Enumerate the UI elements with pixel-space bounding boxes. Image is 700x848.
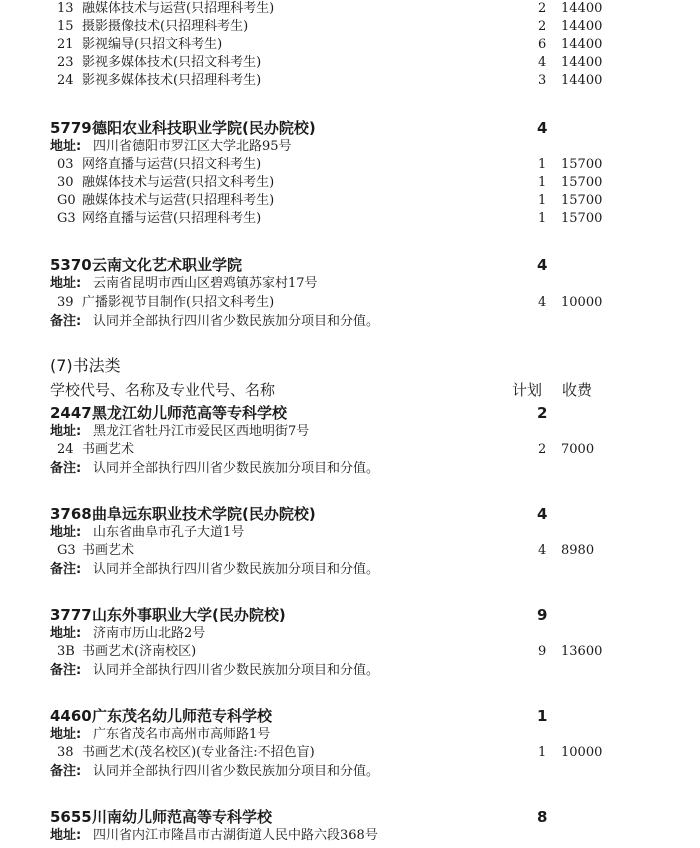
major-code: 23: [57, 55, 74, 70]
school-note: [0, 662, 700, 680]
major-code: 30: [57, 175, 74, 190]
school-note: [0, 460, 700, 478]
school-code: 3768: [50, 505, 92, 523]
major-plan: 2: [538, 1, 547, 16]
note-label: 备注:: [50, 764, 82, 779]
major-fee: 15700: [561, 175, 603, 190]
major-code: 3B: [57, 644, 75, 659]
school-name: 山东外事职业大学(民办院校): [92, 606, 286, 624]
major-row: [0, 156, 700, 174]
address-label: 地址:: [50, 139, 82, 154]
major-name: 影视编导(只招文科考生): [82, 37, 223, 52]
major-plan: 3: [538, 73, 547, 88]
major-plan: 1: [538, 157, 547, 172]
major-code: 03: [57, 157, 74, 172]
note-text: 认同并全部执行四川省少数民族加分项目和分值。: [93, 461, 380, 476]
category-title: (7)书法类: [50, 356, 121, 375]
major-fee: 14400: [561, 55, 603, 70]
major-row: [0, 441, 700, 459]
major-row: [0, 294, 700, 312]
school-header: [0, 256, 700, 274]
school-note: [0, 313, 700, 331]
address-label: 地址:: [50, 828, 82, 843]
major-name: 影视多媒体技术(只招理科考生): [82, 73, 262, 88]
major-plan: 4: [538, 543, 547, 558]
school-name: 德阳农业科技职业学院(民办院校): [92, 119, 316, 137]
major-code: 38: [57, 745, 74, 760]
major-plan: 1: [538, 193, 547, 208]
school-code: 2447: [50, 404, 92, 422]
note-label: 备注:: [50, 663, 82, 678]
school-header: [0, 606, 700, 624]
major-code: 13: [57, 1, 74, 16]
major-code: G0: [57, 193, 76, 208]
major-name: 融媒体技术与运营(只招理科考生): [82, 193, 275, 208]
address-label: 地址:: [50, 525, 82, 540]
address-text: 黑龙江省牡丹江市爱民区西地明街7号: [93, 424, 310, 439]
major-fee: 14400: [561, 1, 603, 16]
note-label: 备注:: [50, 562, 82, 577]
note-text: 认同并全部执行四川省少数民族加分项目和分值。: [93, 663, 380, 678]
major-fee: 15700: [561, 157, 603, 172]
school-code: 5370: [50, 256, 92, 274]
address-text: 山东省曲阜市孔子大道1号: [93, 525, 245, 540]
address-text: 四川省内江市隆昌市古湖街道人民中路六段368号: [93, 828, 378, 843]
major-row: [0, 174, 700, 192]
major-plan: 1: [538, 175, 547, 190]
header-fee: 收费: [562, 381, 593, 399]
major-fee: 10000: [561, 295, 603, 310]
school-note: [0, 561, 700, 579]
school-address: [0, 423, 700, 441]
school-name: 川南幼儿师范高等专科学校: [92, 808, 273, 826]
note-label: 备注:: [50, 314, 82, 329]
major-plan: 9: [538, 644, 547, 659]
school-code: 5779: [50, 119, 92, 137]
major-plan: 2: [538, 19, 547, 34]
table-header: [0, 381, 700, 399]
major-plan: 6: [538, 37, 547, 52]
school-plan: 4: [537, 505, 548, 523]
address-label: 地址:: [50, 626, 82, 641]
school-plan: 4: [537, 256, 548, 274]
major-plan: 1: [538, 745, 547, 760]
major-row: [0, 192, 700, 210]
address-label: 地址:: [50, 276, 82, 291]
school-code: 4460: [50, 707, 92, 725]
school-header: [0, 119, 700, 137]
note-label: 备注:: [50, 461, 82, 476]
major-name: 影视多媒体技术(只招文科考生): [82, 55, 262, 70]
school-name: 广东茂名幼儿师范专科学校: [92, 707, 273, 725]
major-row: [0, 0, 700, 18]
address-text: 广东省茂名市高州市高师路1号: [93, 727, 271, 742]
major-row: [0, 542, 700, 560]
major-code: G3: [57, 543, 76, 558]
school-address: [0, 726, 700, 744]
school-note: [0, 763, 700, 781]
major-row: [0, 36, 700, 54]
header-school: 学校代号、名称及专业代号、名称: [50, 381, 276, 399]
school-plan: 8: [537, 808, 548, 826]
major-code: 15: [57, 19, 74, 34]
note-text: 认同并全部执行四川省少数民族加分项目和分值。: [93, 764, 380, 779]
major-fee: 8980: [561, 543, 595, 558]
major-row: [0, 643, 700, 661]
major-fee: 14400: [561, 19, 603, 34]
major-code: 39: [57, 295, 74, 310]
address-text: 济南市历山北路2号: [93, 626, 206, 641]
school-name: 云南文化艺术职业学院: [92, 256, 243, 274]
school-code: 5655: [50, 808, 92, 826]
major-name: 网络直播与运营(只招理科考生): [82, 211, 262, 226]
school-header: [0, 505, 700, 523]
major-code: 21: [57, 37, 74, 52]
school-name: 黑龙江幼儿师范高等专科学校: [92, 404, 288, 422]
major-code: 24: [57, 73, 74, 88]
major-name: 广播影视节目制作(只招文科考生): [82, 295, 275, 310]
major-name: 书画艺术(济南校区): [82, 644, 197, 659]
school-plan: 2: [537, 404, 548, 422]
school-address: [0, 625, 700, 643]
major-name: 融媒体技术与运营(只招理科考生): [82, 1, 275, 16]
address-text: 云南省昆明市西山区碧鸡镇苏家村17号: [93, 276, 318, 291]
major-plan: 1: [538, 211, 547, 226]
school-code: 3777: [50, 606, 92, 624]
school-name: 曲阜远东职业技术学院(民办院校): [92, 505, 316, 523]
school-address: [0, 138, 700, 156]
major-fee: 15700: [561, 211, 603, 226]
school-header: [0, 808, 700, 826]
category-heading: [0, 357, 700, 375]
major-name: 网络直播与运营(只招文科考生): [82, 157, 262, 172]
major-fee: 14400: [561, 37, 603, 52]
header-plan: 计划: [512, 381, 543, 399]
address-label: 地址:: [50, 424, 82, 439]
school-address: [0, 275, 700, 293]
school-address: [0, 827, 700, 845]
school-plan: 1: [537, 707, 548, 725]
school-header: [0, 404, 700, 422]
major-row: [0, 72, 700, 90]
school-plan: 4: [537, 119, 548, 137]
major-row: [0, 18, 700, 36]
major-code: 24: [57, 442, 74, 457]
major-name: 书画艺术: [82, 543, 135, 558]
note-text: 认同并全部执行四川省少数民族加分项目和分值。: [93, 562, 380, 577]
address-label: 地址:: [50, 727, 82, 742]
major-fee: 15700: [561, 193, 603, 208]
major-fee: 7000: [561, 442, 595, 457]
major-row: [0, 744, 700, 762]
major-row: [0, 210, 700, 228]
major-plan: 4: [538, 55, 547, 70]
note-text: 认同并全部执行四川省少数民族加分项目和分值。: [93, 314, 380, 329]
major-fee: 13600: [561, 644, 603, 659]
school-header: [0, 707, 700, 725]
school-plan: 9: [537, 606, 548, 624]
major-name: 摄影摄像技术(只招理科考生): [82, 19, 249, 34]
address-text: 四川省德阳市罗江区大学北路95号: [93, 139, 292, 154]
major-code: G3: [57, 211, 76, 226]
major-fee: 14400: [561, 73, 603, 88]
major-plan: 2: [538, 442, 547, 457]
major-name: 书画艺术(茂名校区)(专业备注:不招色盲): [82, 745, 315, 760]
major-fee: 10000: [561, 745, 603, 760]
school-address: [0, 524, 700, 542]
major-plan: 4: [538, 295, 547, 310]
major-name: 书画艺术: [82, 442, 135, 457]
major-name: 融媒体技术与运营(只招文科考生): [82, 175, 275, 190]
major-row: [0, 54, 700, 72]
